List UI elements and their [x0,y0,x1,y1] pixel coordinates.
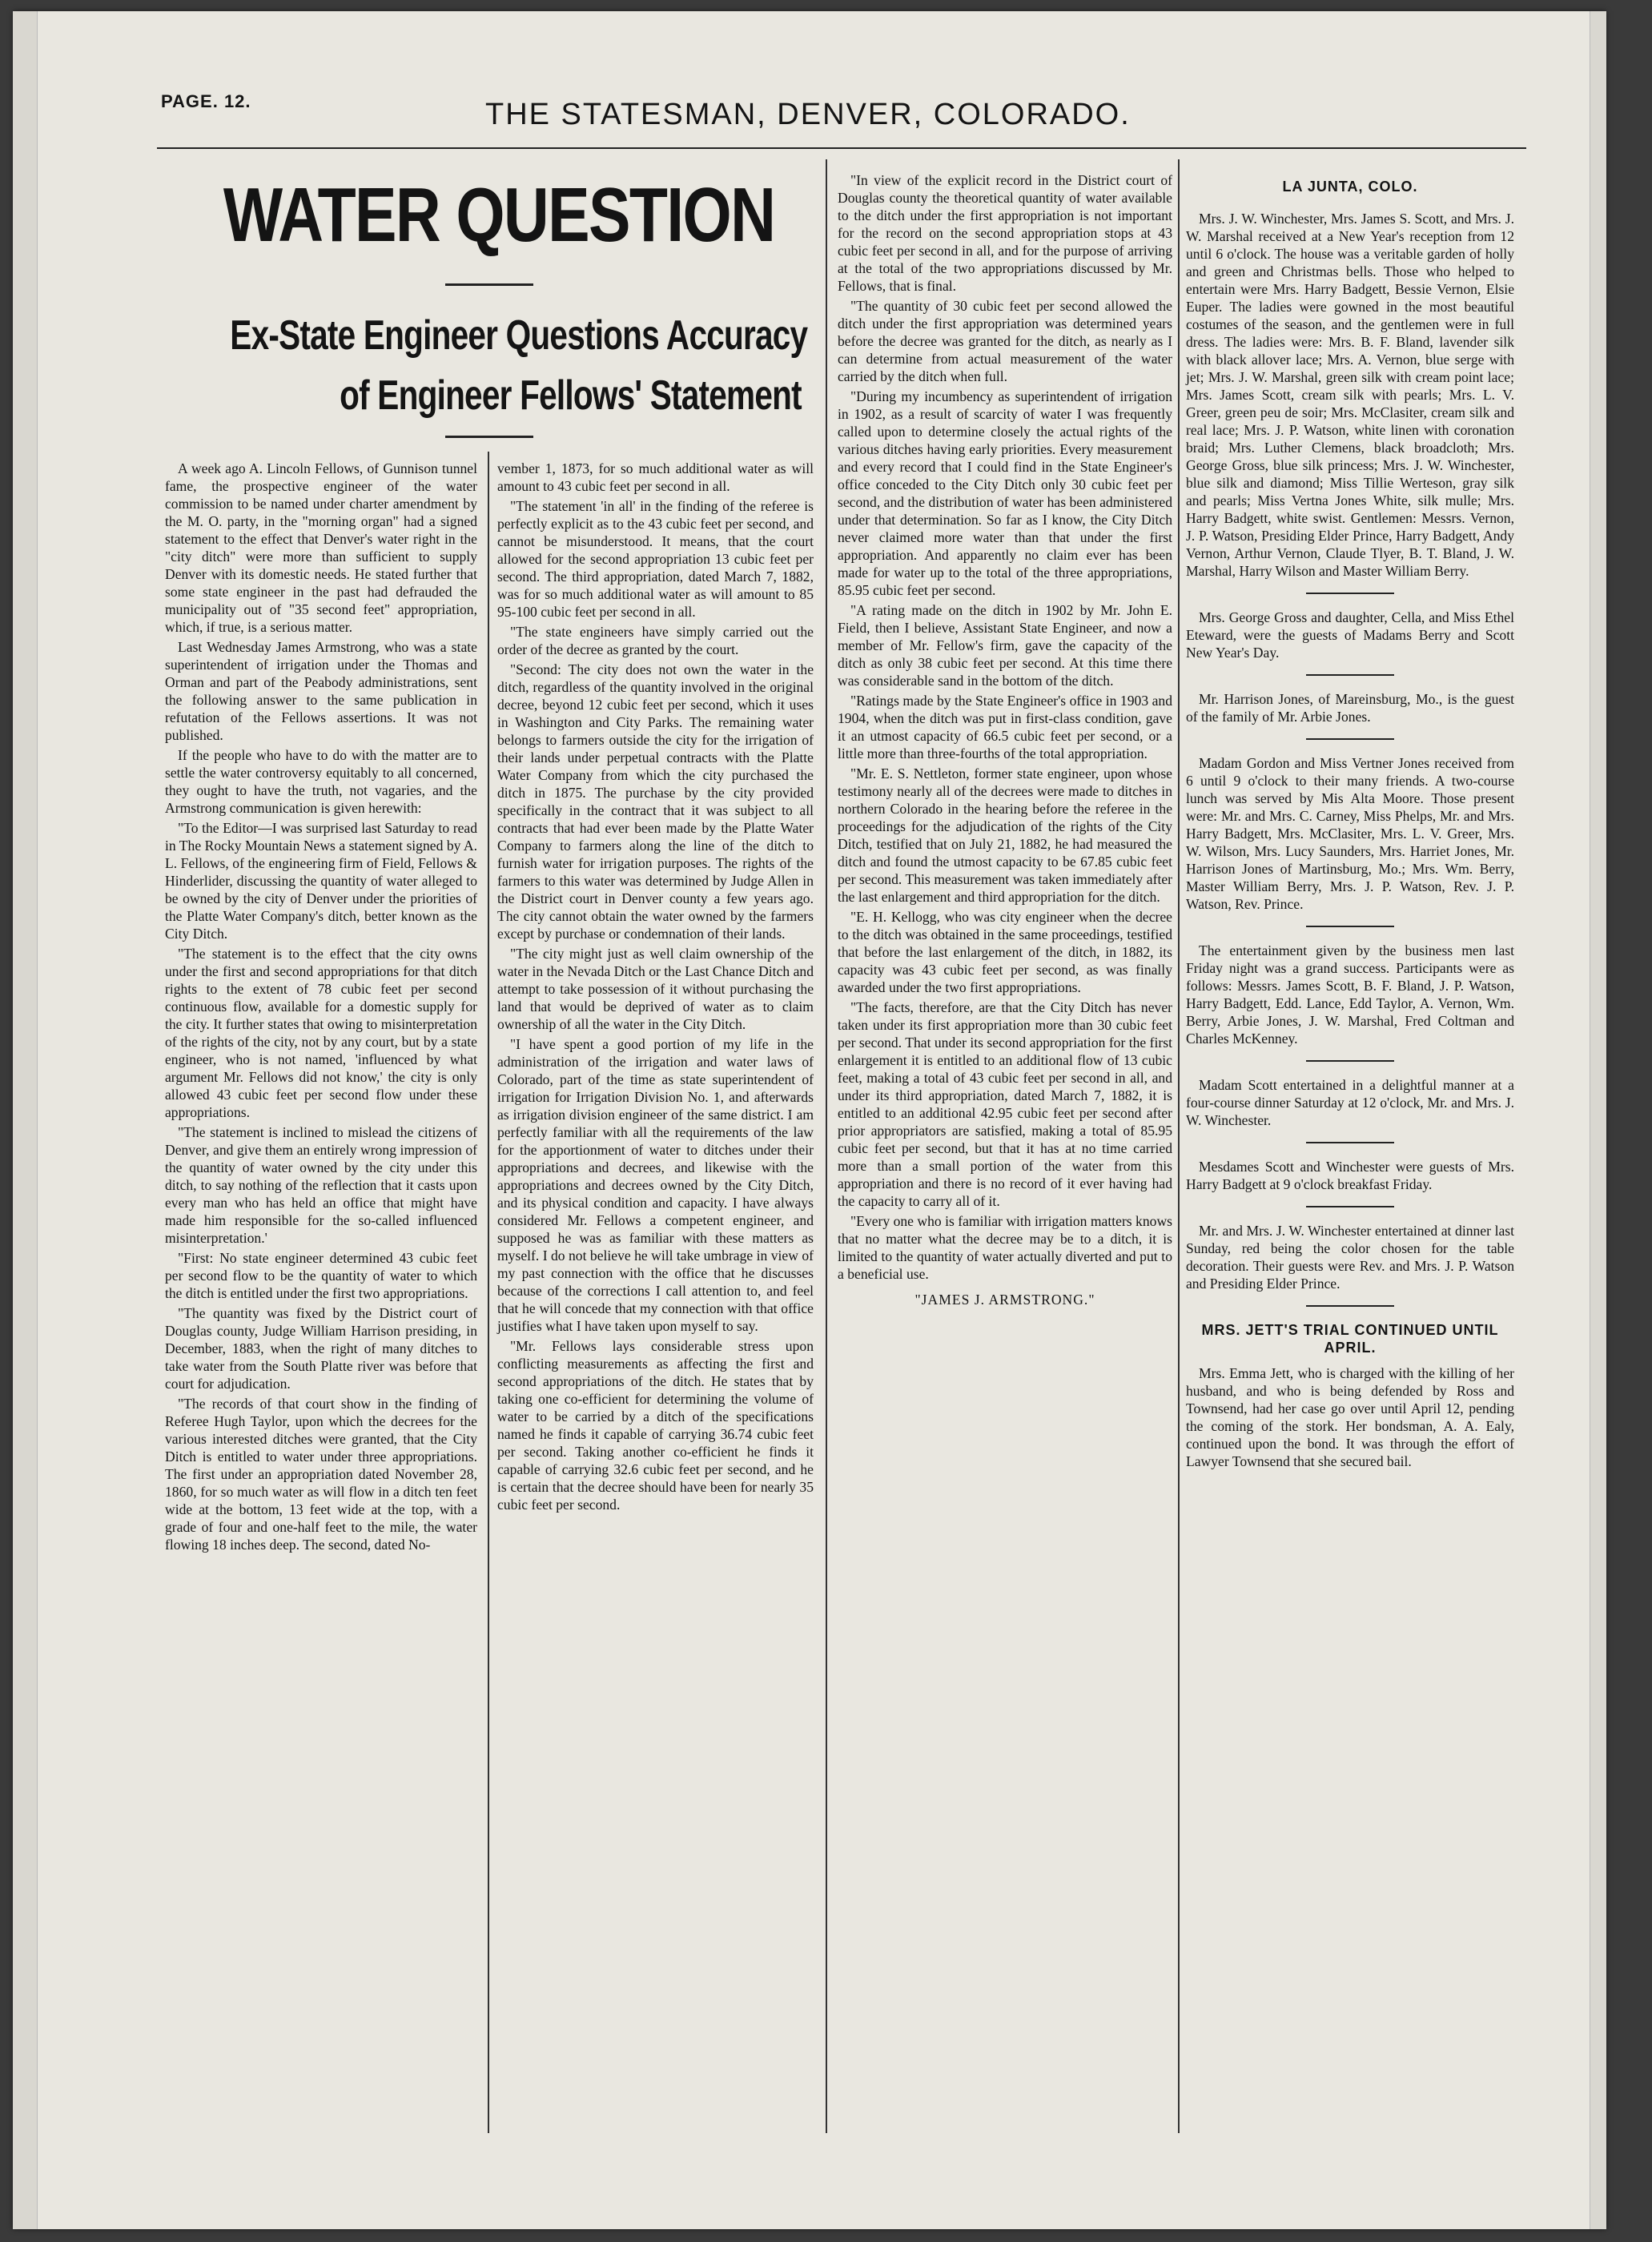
article-paragraph: "E. H. Kellogg, who was city engineer when the decree to the ditch was obtained in the same proceedings, testified that before the last enlargement of the ditch, in 1882, its capacity was 43 cubic feet per second, as was finally awarded under the two first appropriations. [838,909,1172,995]
article-paragraph: "During my incumbency as superintendent of irrigation in 1902, as a result of scarcity of water I was frequently called upon to determine closely the actual rights of the various ditches having early priorities. Every measurement and every record that I could find in the State Engineer's office conceded to the City Ditch only 30 cubic feet per second, and the distribution of water has been administered under that determination. So far as I know, the City Ditch never claimed more water than that under the first appropriation. And apparently no claim ever has been made for water up to the total of the three appropriations, 85.95 cubic feet per second. [838,388,1172,598]
article-paragraph: If the people who have to do with the matter are to settle the water controversy equitably to all concerned, they ought to have the truth, not vagaries, and the Armstrong communication is given herewith: [165,747,477,816]
article-paragraph: "A rating made on the ditch in 1902 by Mr. John E. Field, then I believe, Assistant State Engineer, and now a member of Mr. Fellow's firm, gave the capacity of the ditch as only 38 cubic feet per second. At this time there was considerable sand in the bottom of the ditch. [838,602,1172,689]
article-signature: "JAMES J. ARMSTRONG." [914,1292,1095,1308]
society-item: Mesdames Scott and Winchester were guests of Mrs. Harry Badgett at 9 o'clock breakfast Friday. [1186,1159,1514,1192]
article-paragraph: "First: No state engineer determined 43 cubic feet per second flow to be the quantity of water to which the ditch is entitled under the first two appropriations. [165,1250,477,1301]
trial-heading: MRS. JETT'S TRIAL CONTINUED UNTIL APRIL. [1201,1322,1499,1356]
society-item: Madam Gordon and Miss Vertner Jones received from 6 until 9 o'clock to their many friends. A two-course lunch was served by Mis Alta Moore. Those present were: Mr. and Mrs. C. Carney, Miss Phelps, Mr. and Mrs. Harry Badgett, Mrs. McClasiter, Mrs. L. V. Greer, Mrs. W. Wilson, Mrs. Lucy Saunders, Mrs. Harriet Jones, Mr. Harrison Jones of Martinsburg, Mo.; Mrs. Wm. Berry, Master William Berry, Mrs. J. P. Watson, Rev. J. P. Watson, Rev. Prince. [1186,755,1514,912]
article-paragraph: "The city might just as well claim ownership of the water in the Nevada Ditch or the Last Chance Ditch and attempt to take possession of it without purchasing the land that would be deprived of water as to claim ownership of all the water in the City Ditch. [497,946,814,1032]
article-paragraph: "I have spent a good portion of my life in the administration of the irrigation and water laws of Colorado, part of the time as state superintendent of irrigation for Irrigation Division No. 1, and afterwards as irrigation division engineer of the same district. I am perfectly familiar with all the requirements of the law for the apportionment of water to ditches under their appropriations and decrees, and likewise with the appropriations and decrees owned by the City Ditch, and its physical condition and capacity. I have always considered Mr. Fellows a competent engineer, and supposed he was as familiar with these matters as myself. I do not believe he will take umbrage in view of my past connection with the office that he discusses because of the corrections I call attention to, and feel that he will concede that my connection with that office justifies what I have taken upon myself to say. [497,1036,814,1334]
item-divider [1306,1305,1394,1307]
article-paragraph: "The quantity was fixed by the District court of Douglas county, Judge William Harrison presiding, in December, 1883, when the right of many ditches to take water from the South Platte river was before that court for adjudication. [165,1305,477,1392]
society-item: The entertainment given by the business men last Friday night was a grand success. Participants were as follows: Messrs. James Scott, B. F. Bland, J. P. Watson, Harry Badgett, Edd. Lance, Edd Taylor, A. Vernon, Wm. Berry, Arbie Jones, J. W. Marshal, Fred Coltman and Charles McKenney. [1186,942,1514,1047]
item-divider [1306,926,1394,927]
article-paragraph: "The facts, therefore, are that the City Ditch has never taken under its first appropriation more than 30 cubic feet per second. That under its second appropriation for the first enlargement it is entitled to an additional flow of 13 cubic feet, making a total of 43 cubic feet per second in all, and under its third appropriation, dated March 7, 1882, it is entitled to an additional 42.95 cubic feet per second after prior appropriators are satisfied, making a total of 85.95 cubic feet per second, but that it has at no time carried more than a small portion of the water from this appropriation and there is no record of it ever having had the capacity to carry all of it. [838,999,1172,1209]
item-divider [1306,1142,1394,1143]
masthead: THE STATESMAN, DENVER, COLORADO. [485,98,1131,131]
society-column [1186,171,1514,1470]
article-paragraph: "The statement 'in all' in the finding of the referee is perfectly explicit as to the 43 cubic feet per second, and cannot be misunderstood. It means, that the court allowed for the second appropriation 13 cubic feet per second. The third appropriation, dated March 7, 1882, was for so much additional water as will amount to 85 95-100 cubic feet per second in all. [497,498,814,620]
article-paragraph: "Second: The city does not own the water in the ditch, regardless of the quantity involved in the original decree, beyond 12 cubic feet per second, which it uses in Washington and City Parks. The remaining water belongs to farmers outside the city for the irrigation of their lands under perpetual contracts with the Platte Water Company from which the city purchased the ditch in 1875. The purchase by the city provided specifically in the contract that it was subject to all contracts that had ever been made by the Platte Water Company to farmers along the line of the ditch to furnish water for irrigation purposes. The rights of the farmers to this water was determined by Judge Allen in the District court in Denver county a few years ago. The city cannot obtain the water owned by the farmers except by purchase or condemnation of their lands. [497,661,814,942]
article-paragraph: A week ago A. Lincoln Fellows, of Gunnison tunnel fame, the prospective engineer of the water commission to be named under charter amendment by the M. O. party, in the "morning organ" had a signed statement to the effect that Denver's water right in the "city ditch" were more than sufficient to supply Denver with its domestic needs. He stated further that some state engineer in the past had defrauded the municipality out of "35 second feet" appropriation, which, if true, is a serious matter. [165,460,477,635]
column-rule [826,159,827,2133]
society-item: Mrs. J. W. Winchester, Mrs. James S. Scott, and Mrs. J. W. Marshal received at a New Year's reception from 12 until 6 o'clock. The house was a veritable garden of holly and green and Christmas bells. Those who helped to entertain were Mrs. Harry Badgett, Bessie Vernon, Elsie Euper. The ladies were gowned in the most beautiful costumes of the season, and the gentlemen were in full dress. The ladies were: Mrs. B. F. Bland, lavender silk with black allover lace; Mrs. A. Vernon, blue serge with jet; Mrs. J. W. Marshal, green silk with cream point lace; Mrs. James Scott, cream silk with pearls; Mrs. L. V. Greer, green peu de soir; Mrs. McClasiter, cream silk and real lace; Mrs. J. P. Watson, white linen with coronation braid; Mrs. Luther Clemens, black broadcloth; Mrs. George Gross, blue silk princess; Mrs. J. W. Winchester, blue silk and diamond; Miss Tillie Werteson, gray silk and pearls; Miss Vertna Jones White, silk mulle; Mrs. Harry Badgett, white swist. Gentlemen: Messrs. Vernon, J. P. Watson, Presiding Elder Prince, Harry Badgett, Andy Vernon, Arthur Vernon, Claude Tlyer, B. T. Bland, J. W. Marshal, Harry Wilson and Master William Berry. [1186,211,1514,579]
article-paragraph: "In view of the explicit record in the District court of Douglas county the theoretical quantity of water available to the ditch under the first appropriation is not important for the record on the second appropriation stops at 43 cubic feet per second in all, and for the purpose of arriving at the total of the two appropriations discussed by Mr. Fellows, that is final. [838,172,1172,294]
society-item: Mr. Harrison Jones, of Mareinsburg, Mo., is the guest of the family of Mr. Arbie Jones. [1186,691,1514,725]
society-item: Mrs. George Gross and daughter, Cella, and Miss Ethel Eteward, were the guests of Madams Berry and Scott New Year's Day. [1186,609,1514,661]
item-divider [1306,674,1394,676]
article-paragraph: Last Wednesday James Armstrong, who was a state superintendent of irrigation under the Thomas and Orman and part of the Peabody administrations, sent the following answer to the same publication in refutation of the Fellows assertions. It was not published. [165,639,477,743]
item-divider [1306,1206,1394,1207]
newspaper-page [13,11,1606,2229]
article-column-2 [497,460,814,1516]
headline-rule [445,283,533,286]
article-paragraph: "Ratings made by the State Engineer's office in 1903 and 1904, when the ditch was put in first-class condition, gave it an utmost capacity of 66.5 cubic feet per second, or a little more than three-fourths of the total appropriation. [838,693,1172,761]
subheadline-2: of Engineer Fellows' Statement [340,372,802,419]
subheadline-rule [445,436,533,438]
item-divider [1306,738,1394,740]
article-paragraph: "Mr. Fellows lays considerable stress upon conflicting measurements as affecting the first and second appropriations of the ditch. He states that by taking one co-efficient for determining the volume of water to be carried by a ditch of the specifications named he finds it capable of carrying 36.74 cubic feet per second. Taking another co-efficient he finds it capable of carrying 32.6 cubic feet per second, and he is certain that the decree should have been for nearly 35 cubic feet per second. [497,1338,814,1513]
article-paragraph: "The statement is inclined to mislead the citizens of Denver, and give them an entirely wrong impression of the quantity of water owned by the city under this ditch, to say nothing of the reflection that it casts upon every man who has held an office that might have made him responsible for the so-called influenced misinterpretation.' [165,1124,477,1246]
page-edge-left [13,11,38,2229]
page-number: PAGE. 12. [161,91,251,111]
society-item: Madam Scott entertained in a delightful manner at a four-course dinner Saturday at 12 o'clock, Mr. and Mrs. J. W. Winchester. [1186,1077,1514,1128]
article-paragraph: "The quantity of 30 cubic feet per second allowed the ditch under the first appropriation was determined years before the decree was granted for the ditch, as nearly as I can determine from actual measurement of the water carried by the ditch when full. [838,298,1172,384]
headline: WATER QUESTION [223,172,775,258]
item-divider [1306,1060,1394,1062]
page-edge-right [1590,11,1606,2229]
article-column-1 [165,460,477,1556]
article-paragraph: "The state engineers have simply carried out the order of the decree as granted by the court. [497,624,814,657]
article-paragraph: "To the Editor—I was surprised last Saturday to read in The Rocky Mountain News a statement signed by A. L. Fellows, of the engineering firm of Field, Fellows & Hinderlider, discussing the quantity of water alleged to be owned by the city of Denver under the priorities of the Platte Water Company's ditch, better known as the City Ditch. [165,820,477,942]
article-paragraph: vember 1, 1873, for so much additional water as will amount to 43 cubic feet per second in all. [497,460,814,494]
article-paragraph: "The statement is to the effect that the city owns under the first and second appropriations for that ditch rights to the extent of 78 cubic feet per second continuous flow, available for a domestic supply for the city. It further states that owing to misinterpretation of the rights of the city, not by any court, but by a state engineer, who is not named, 'influenced by what argument Mr. Fellows did not know,' the city is only allowed 43 cubic feet per second flow under these appropriations. [165,946,477,1120]
society-item: Mr. and Mrs. J. W. Winchester entertained at dinner last Sunday, red being the color chosen for the table decoration. Their guests were Rev. and Mrs. J. P. Watson and Presiding Elder Prince. [1186,1223,1514,1292]
article-paragraph: "Every one who is familiar with irrigation matters knows that no matter what the decree may be to a ditch, it is limited to the quantity of water actually diverted and put to a beneficial use. [838,1213,1172,1282]
trial-story: Mrs. Emma Jett, who is charged with the killing of her husband, and who is being defended by Ross and Townsend, had her case go over until April 12, pending the coming of the stork. Her bondsman, A. A. Ealy, continued upon the bond. It was through the effort of Lawyer Townsend that she secured bail. [1186,1365,1514,1469]
society-heading: LA JUNTA, COLO. [1282,179,1418,195]
column-rule [1178,159,1180,2133]
column-rule [488,452,489,2133]
article-paragraph: "Mr. E. S. Nettleton, former state engineer, upon whose testimony nearly all of the decrees were made to ditches in northern Colorado in the hearing before the referee in the proceedings for the adjudication of the rights of the City Ditch, testified that on July 21, 1882, he had measured the ditch and found the utmost capacity to be 67.85 cubic feet per second. This measurement was taken immediately after the last enlargement and third appropriation for the ditch. [838,765,1172,905]
article-column-3 [838,171,1172,1311]
item-divider [1306,593,1394,594]
subheadline-1: Ex-State Engineer Questions Accuracy [230,312,808,359]
article-paragraph: "The records of that court show in the finding of Referee Hugh Taylor, upon which the decrees for the various interested ditches were granted, that the City Ditch is entitled to water under three appropriations. The first under an appropriation dated November 28, 1860, for so much water as will flow in a ditch ten feet wide at the bottom, 13 feet wide at the top, with a grade of four and one-half feet to the mile, the water flowing 18 inches deep. The second, dated No- [165,1396,477,1553]
masthead-rule [157,147,1526,149]
